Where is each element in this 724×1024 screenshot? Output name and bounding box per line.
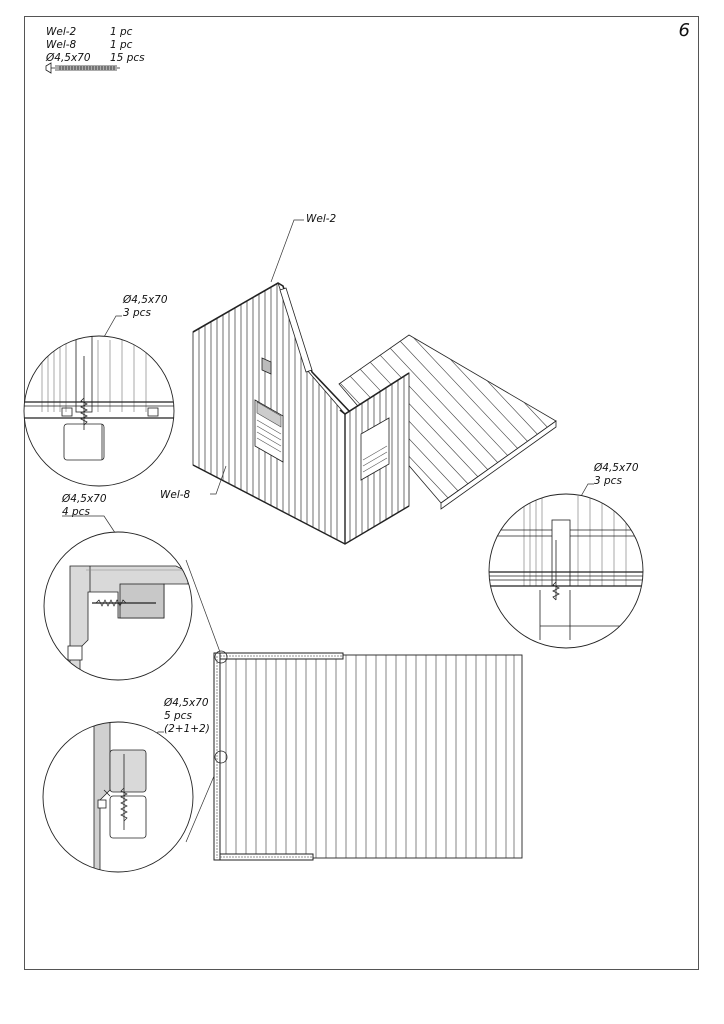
detail-circle-3	[44, 532, 192, 680]
part-name: Ø4,5x70	[46, 52, 91, 64]
part-qty: 1 pc	[110, 39, 133, 51]
callout-screw-size: Ø4,5x70	[62, 493, 107, 505]
callout-screw-size: Ø4,5x70	[164, 697, 209, 709]
page-number: 6	[678, 20, 690, 41]
callout-screw-size: Ø4,5x70	[123, 294, 168, 306]
callout-screw-size: Ø4,5x70	[594, 462, 639, 474]
screw-icon	[46, 63, 120, 73]
detail-circle-2	[488, 494, 644, 650]
callout-screw-qty: 3 pcs	[123, 307, 151, 319]
isometric-cabin	[193, 280, 560, 560]
part-qty: 1 pc	[110, 26, 133, 38]
plan-view	[214, 651, 522, 860]
callout-screw-note: (2+1+2)	[164, 723, 210, 735]
callout-screw-qty: 4 pcs	[62, 506, 90, 518]
callout-wel8: Wel-8	[160, 489, 191, 501]
part-name: Wel-2	[46, 26, 77, 38]
detail-circle-4	[43, 722, 193, 872]
detail-circle-1	[24, 336, 174, 486]
part-name: Wel-8	[46, 39, 77, 51]
callout-screw-qty: 5 pcs	[164, 710, 192, 722]
callout-screw-qty: 3 pcs	[594, 475, 622, 487]
part-qty: 15 pcs	[110, 52, 145, 64]
callout-wel2: Wel-2	[306, 213, 337, 225]
